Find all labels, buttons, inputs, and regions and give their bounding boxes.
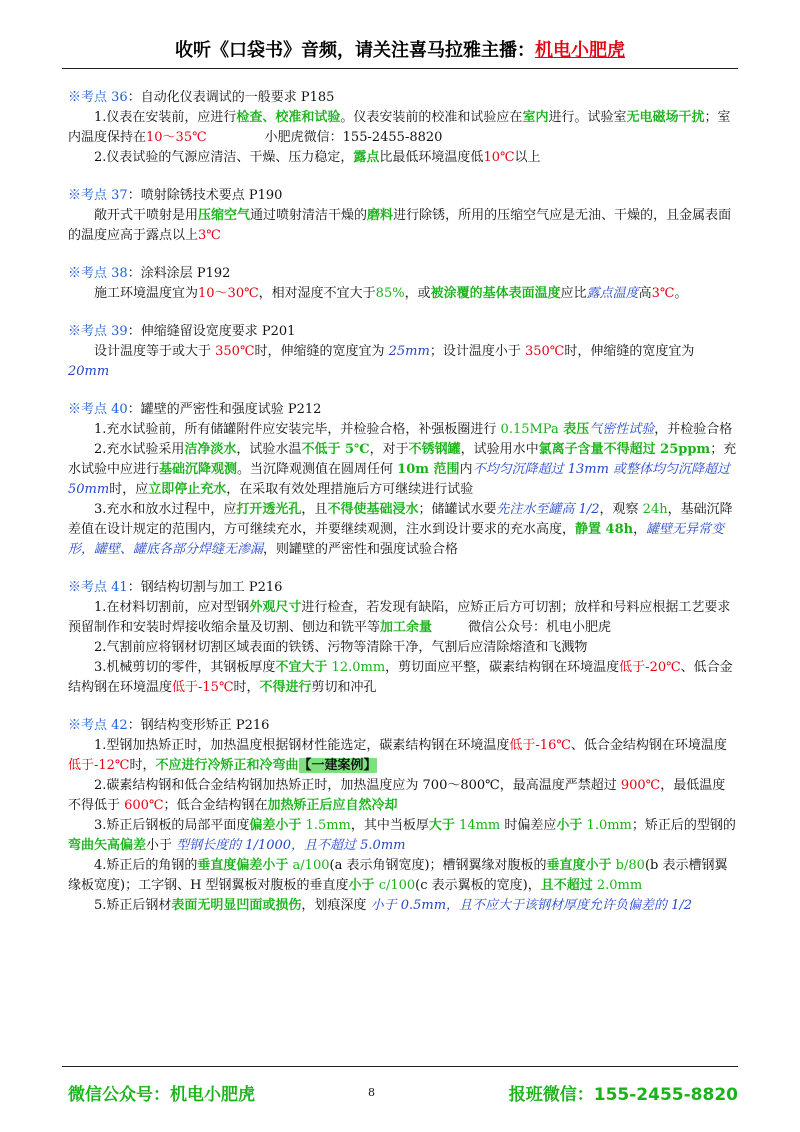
section-label: ※考点 40 xyxy=(68,402,128,417)
wechat-note: 微信公众号：机电小肥虎 xyxy=(468,620,612,635)
section-41: ※考点 41：钢结构切割与加工 P216 1.在材料切割前，应对型钢外观尺寸进行检查，若发现有缺陷，应矫正后方可切割；放样和号料应根据工艺要求预留制作和安装时焊接收缩余量及切割、刨边和铣平等加工余量 微信公众号：机电小肥虎 2.气割前应将钢材切割区域表面的铁锈、污物等清除干净，气割后应清除熔渣和飞溅物 3.机械剪切的零件，其钢板厚度不宜大于 12.0mm，剪切面应平整，碳素结构钢在环境温度低于-20℃、低合金结构钢在环境温度低于-15℃时，不得进行剪切和冲孔 xyxy=(68,578,738,698)
footer-rule xyxy=(62,1066,738,1067)
page-header xyxy=(0,36,800,62)
section-title: 喷射除锈技术要点 P190 xyxy=(140,188,283,203)
section-title: 自动化仪表调试的一般要求 P185 xyxy=(140,90,335,105)
paragraph: 设计温度等于或大于 350℃时，伸缩缝的宽度宜为 25mm；设计温度小于 350℃时，伸缩缝的宽度宜为 20mm xyxy=(68,344,695,379)
section-label: ※考点 42 xyxy=(68,718,128,733)
footer-wechat-account: 微信公众号：机电小肥虎 xyxy=(68,1085,255,1105)
page-number: 8 xyxy=(368,1086,375,1099)
section-42: ※考点 42：钢结构变形矫正 P216 1.型钢加热矫正时，加热温度根据钢材性能选定，碳素结构钢在环境温度低于-16℃、低合金结构钢在环境温度低于-12℃时，不应进行冷矫正和冷弯曲【一建案例】 2.碳素结构钢和低合金结构钢加热矫正时，加热温度应为 700～800℃，最高温度严禁超过 900℃，最低温度不得低于 600℃；低合金结构钢在加热矫正后应自然冷却 3.矫正后钢板的局部平面度偏差小于 1.5mm，其中当板厚大于 14mm 时偏差应小于 1.0mm；矫正后的型钢的弯曲矢高偏差小于 型钢长度的 1/1000，且不超过 5.0mm 4.矫正后的角钢的垂直度偏差小于 a/100(a 表示角钢宽度)；槽钢翼缘对腹板的垂直度小于 b/80(b 表示槽钢翼缘板宽度)；工字钢、H 型钢翼板对腹板的垂直度小于 c/100(c 表示翼板的宽度)，且不超过 2.0mm 5.矫正后钢材表面无明显凹面或损伤，划痕深度 小于 0.5mm，且不应大于该钢材厚度允许负偏差的 1/2 xyxy=(68,716,738,916)
section-37: ※考点 37：喷射除锈技术要点 P190 敞开式干喷射是用压缩空气通过喷射清洁干燥的磨料进行除锈，所用的压缩空气应是无油、干燥的，且金属表面的温度应高于露点以上3℃ xyxy=(68,186,738,246)
section-title: 罐壁的严密性和强度试验 P212 xyxy=(140,402,322,417)
paragraph: 2.气割前应将钢材切割区域表面的铁锈、污物等清除干净，气割后应清除熔渣和飞溅物 xyxy=(94,640,588,655)
paragraph: 3.机械剪切的零件，其钢板厚度不宜大于 12.0mm，剪切面应平整，碳素结构钢在环境温度低于-20℃、低合金结构钢在环境温度低于-15℃时，不得进行剪切和冲孔 xyxy=(68,660,733,695)
paragraph: 1.充水试验前，所有储罐附件应安装完毕，并检验合格，补强板圈进行 0.15MPa 表压气密性试验，并检验合格 xyxy=(94,422,733,437)
section-label: ※考点 36 xyxy=(68,90,128,105)
section-label: ※考点 38 xyxy=(68,266,128,281)
section-39: ※考点 39：伸缩缝留设宽度要求 P201 设计温度等于或大于 350℃时，伸缩缝的宽度宜为 25mm；设计温度小于 350℃时，伸缩缝的宽度宜为 20mm xyxy=(68,322,738,382)
section-title: 钢结构变形矫正 P216 xyxy=(140,718,270,733)
paragraph: 5.矫正后钢材表面无明显凹面或损伤，划痕深度 小于 0.5mm，且不应大于该钢材厚度允许负偏差的 1/2 xyxy=(94,898,693,913)
section-36: ※考点 36：自动化仪表调试的一般要求 P185 1.仪表在安装前，应进行检查、校准和试验。仪表安装前的校准和试验应在室内进行。试验室无电磁场干扰；室内温度保持在10～35℃ 小肥虎微信：155-2455-8820 2.仪表试验的气源应清洁、干燥、压力稳定，露点比最低环境温度低10℃以上 xyxy=(68,88,738,168)
paragraph: 敞开式干喷射是用压缩空气通过喷射清洁干燥的磨料进行除锈，所用的压缩空气应是无油、干燥的，且金属表面的温度应高于露点以上3℃ xyxy=(68,208,732,243)
footer-signup-wechat: 报班微信：155-2455-8820 xyxy=(508,1085,738,1105)
section-label: ※考点 41 xyxy=(68,580,128,595)
paragraph: 2.充水试验采用洁净淡水，试验水温不低于 5℃，对于不锈钢罐，试验用水中氯离子含量不得超过 25ppm；充水试验中应进行基础沉降观测。当沉降观测值在圆周任何 10m 范围内不均匀沉降超过 13mm 或整体均匀沉降超过 50mm时，应立即停止充水，在采取有效处理措施后方可继续进行试验 xyxy=(68,442,737,497)
paragraph: 4.矫正后的角钢的垂直度偏差小于 a/100(a 表示角钢宽度)；槽钢翼缘对腹板的垂直度小于 b/80(b 表示槽钢翼缘板宽度)；工字钢、H 型钢翼板对腹板的垂直度小于 c/100(c 表示翼板的宽度)，且不超过 2.0mm xyxy=(68,858,728,893)
section-label: ※考点 37 xyxy=(68,188,128,203)
paragraph: 3.充水和放水过程中，应打开透光孔，且不得使基础浸水；储罐试水要先注水至罐高 1/2，观察 24h，基础沉降差值在设计规定的范围内，方可继续充水，并要继续观测，注水到设计要求的充水高度，静置 48h，罐壁无异常变形，罐壁、罐底各部分焊缝无渗漏，则罐壁的严密性和强度试验合格 xyxy=(68,502,733,557)
paragraph: 1.仪表在安装前，应进行检查、校准和试验。仪表安装前的校准和试验应在室内进行。试验室无电磁场干扰；室内温度保持在10～35℃ 小肥虎微信：155-2455-8820 xyxy=(68,110,731,145)
header-rule xyxy=(62,68,738,69)
section-title: 钢结构切割与加工 P216 xyxy=(140,580,283,595)
paragraph: 3.矫正后钢板的局部平面度偏差小于 1.5mm，其中当板厚大于 14mm 时偏差应小于 1.0mm；矫正后的型钢的弯曲矢高偏差小于 型钢长度的 1/1000，且不超过 5.0mm xyxy=(68,818,736,853)
wechat-note: 小肥虎微信：155-2455-8820 xyxy=(264,130,443,145)
section-label: ※考点 39 xyxy=(68,324,128,339)
paragraph: 2.仪表试验的气源应清洁、干燥、压力稳定，露点比最低环境温度低10℃以上 xyxy=(94,150,541,165)
section-title: 涂料涂层 P192 xyxy=(140,266,231,281)
paragraph: 1.在材料切割前，应对型钢外观尺寸进行检查，若发现有缺陷，应矫正后方可切割；放样和号料应根据工艺要求预留制作和安装时焊接收缩余量及切割、刨边和铣平等加工余量 微信公众号：机电小肥虎 xyxy=(68,600,731,635)
paragraph: 施工环境温度宜为10～30℃，相对湿度不宜大于85%，或被涂覆的基体表面温度应比露点温度高3℃。 xyxy=(94,286,688,301)
header-host-name[interactable]: 机电小肥虎 xyxy=(535,40,625,61)
paragraph: 2.碳素结构钢和低合金结构钢加热矫正时，加热温度应为 700～800℃，最高温度严禁超过 900℃，最低温度不得低于 600℃；低合金结构钢在加热矫正后应自然冷却 xyxy=(68,778,726,813)
section-40: ※考点 40：罐壁的严密性和强度试验 P212 1.充水试验前，所有储罐附件应安装完毕，并检验合格，补强板圈进行 0.15MPa 表压气密性试验，并检验合格 2.充水试验采用洁净淡水，试验水温不低于 5℃，对于不锈钢罐，试验用水中氯离子含量不得超过 25ppm；充水试验中应进行基础沉降观测。当沉降观测值在圆周任何 10m 范围内不均匀沉降超过 13mm 或整体均匀沉降超过 50mm时，应立即停止充水，在采取有效处理措施后方可继续进行试验 3.充水和放水过程中，应打开透光孔，且不得使基础浸水；储罐试水要先注水至罐高 1/2，观察 24h，基础沉降差值在设计规定的范围内，方可继续充水，并要继续观测，注水到设计要求的充水高度，静置 48h，罐壁无异常变形，罐壁、罐底各部分焊缝无渗漏，则罐壁的严密性和强度试验合格 xyxy=(68,400,738,560)
header-prefix: 收听《口袋书》音频，请关注喜马拉雅主播： xyxy=(175,40,535,61)
page-content xyxy=(68,88,738,934)
section-38: ※考点 38：涂料涂层 P192 施工环境温度宜为10～30℃，相对湿度不宜大于85%，或被涂覆的基体表面温度应比露点温度高3℃。 xyxy=(68,264,738,304)
paragraph: 1.型钢加热矫正时，加热温度根据钢材性能选定，碳素结构钢在环境温度低于-16℃、低合金结构钢在环境温度低于-12℃时，不应进行冷矫正和冷弯曲【一建案例】 xyxy=(68,738,727,773)
section-title: 伸缩缝留设宽度要求 P201 xyxy=(140,324,296,339)
case-highlight-badge: 【一建案例】 xyxy=(298,758,377,773)
